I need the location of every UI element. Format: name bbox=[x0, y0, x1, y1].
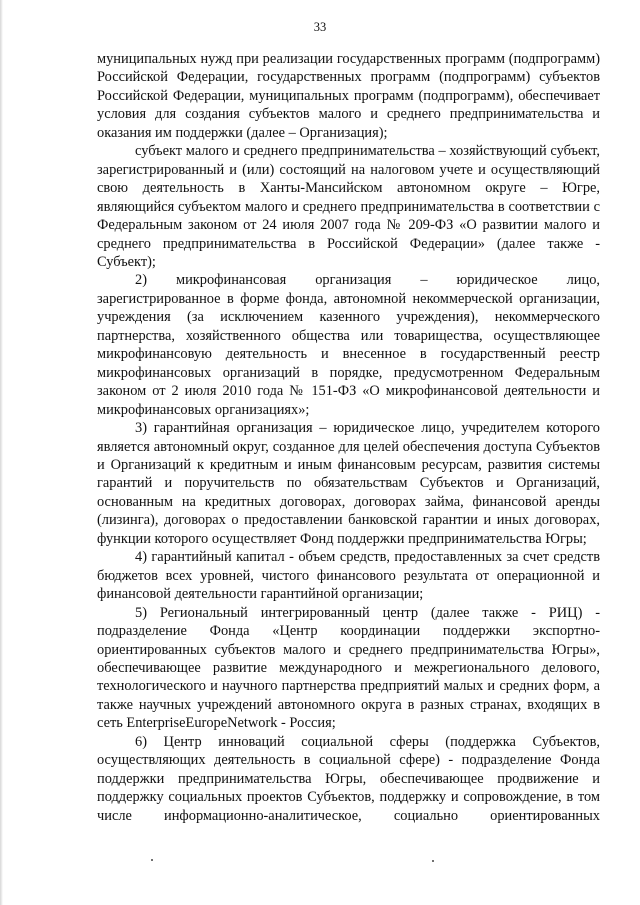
scan-speck bbox=[432, 860, 434, 862]
paragraph-item-2-microfinance: 2) микрофинансовая организация – юридическое лицо, зарегистрированное в форме фонда, автономной некоммерческой организации, учреждения (за исключением казенного учреждения), некоммерческого партнерства, хозяйственного общества или товарищества, осуществляющее микрофинансовую деятельность и внесенное в государственный реестр микрофинансовых организаций в порядке, предусмотренном Федеральным законом от 2 июля 2010 года № 151-ФЗ «О микрофинансовой деятельности и микрофинансовых организациях»; bbox=[97, 272, 600, 418]
paragraph-subject-definition: субъект малого и среднего предпринимательства – хозяйствующий субъект, зарегистрированный и (или) состоящий на налоговом учете и осуществляющий свою деятельность в Ханты-Мансийском автономном округе – Югре, являющийся субъектом малого и среднего предпринимательства в соответствии с Федеральным законом от 24 июля 2007 года № 209-ФЗ «О развитии малого и среднего предпринимательства в Российской Федерации» (далее также - Субъект); bbox=[97, 143, 600, 270]
paragraph-item-5-ric: 5) Региональный интегрированный центр (далее также - РИЦ) - подразделение Фонда «Центр координации поддержки экспортно-ориентированных субъектов малого и среднего предпринимательства Югры», обеспечивающее развитие международного и межрегионального делового, технологического и научного партнерства предприятий малых и средних форм, а также научных учреждений автономного округа в разных странах, входящих в сеть EnterpriseEuropeNetwork - Россия; bbox=[97, 604, 600, 732]
scan-edge-shadow bbox=[0, 0, 3, 905]
paragraph-item-3-guarantee-org: 3) гарантийная организация – юридическое лицо, учредителем которого является автономный округ, созданное для целей обеспечения доступа Субъектов и Организаций к кредитным и иным финансовым ресурсам, развития системы гарантий и поручительств по обязательствам Субъектов и Организаций, основанным на кредитных договорах, договорах займа, финансовой аренды (лизинга), договорах о предоставлении банковской гарантии и иных договорах, функции которого осуществляет Фонд поддержки предпринимательства Югры; bbox=[97, 420, 600, 547]
scan-speck bbox=[151, 859, 153, 861]
paragraph-item-6-social-innovation: 6) Центр инноваций социальной сферы (поддержка Субъектов, осуществляющих деятельность в социальной сфере) - подразделение Фонда поддержки предпринимательства Югры, обеспечивающее продвижение и поддержку социальных проектов Субъектов, поддержку и сопровождение, в том числе информационно-аналитическое, социально ориентированных bbox=[97, 733, 600, 824]
page-number: 33 bbox=[313, 20, 327, 34]
paragraph-organization-definition-end: муниципальных нужд при реализации государственных программ (подпрограмм) Российской Федерации, государственных программ (подпрограмм) субъектов Российской Федерации, муниципальных программ (подпрограмм), обеспечивает условия для создания субъектов малого и среднего предпринимательства и оказания им поддержки (далее – Организация); bbox=[97, 51, 600, 141]
document-body bbox=[97, 50, 600, 825]
paragraph-item-4-guarantee-capital: 4) гарантийный капитал - объем средств, предоставленных за счет средств бюджетов всех уровней, чистого финансового результата от операционной и финансовой деятельности гарантийной организации; bbox=[97, 549, 600, 603]
